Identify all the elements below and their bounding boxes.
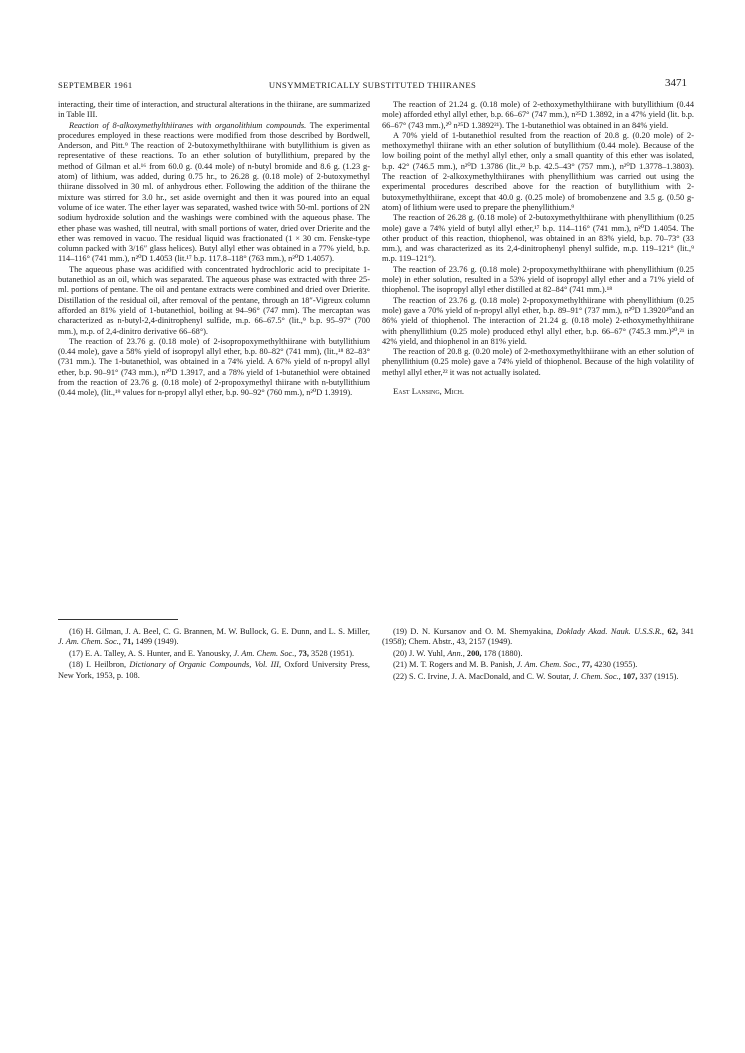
reference-item: (20) J. W. Yuhl, Ann., 200, 178 (1880). bbox=[393, 648, 523, 658]
paragraph: The reaction of 23.76 g. (0.18 mole) 2-propoxymethylthiirane with phenyllithium (0.25 mole) gave a 70% yield of n-propyl allyl ether, b.p. 89–91° (737 mm.), n²⁰D 1.3920²⁰and an 86% yield of thiophenol. The interaction of 21.24 g. (0.18 mole) 2-ethoxymethylthiirane with phenyllithium (0.25 mole) produced ethyl allyl ether, b.p. 66–67° (745.3 mm.)²⁰,²¹ in 42% yield, and thiophenol in an 81% yield. bbox=[382, 295, 694, 346]
paragraph: The aqueous phase was acidified with concentrated hydrochloric acid to precipitate 1-butanethiol as an oil, which was separated. The aqueous phase was extracted with three 25-ml. portions of pentane. The oil and pentane extracts were combined and dried over Drierite. Distillation of the residual oil, after removal of the pentane, through an 18″-Vigreux column afforded an 81% yield of 1-butanethiol, boiling at 94–96° (747 mm). The mercaptan was characterized as n-butyl-2,4-dinitrophenyl sulfide, m.p. 66–67.5° (lit.,⁹ b.p. 95–97° (700 mm.), m.p. of 2,4-dinitro derivative 66–68°). bbox=[58, 264, 370, 336]
paragraph: The reaction of 23.76 g. (0.18 mole) 2-propoxymethylthiirane with phenyllithium (0.25 mole) in ether solution, resulted in a 53% yield of isopropyl allyl ether and a 71% yield of thiophenol. The isopropyl allyl ether distilled at 82–84° (741 mm.).¹⁸ bbox=[382, 264, 694, 295]
footnote-rule-left bbox=[58, 619, 178, 620]
references-left bbox=[58, 627, 370, 682]
running-header-date: SEPTEMBER 1961 bbox=[58, 80, 133, 90]
reference-item: (17) E. A. Talley, A. S. Hunter, and E. Yanousky, J. Am. Chem. Soc., 73, 3528 (1951). bbox=[69, 648, 355, 658]
paragraph: The reaction of 23.76 g. (0.18 mole) of 2-isopropoxymethylthiirane with butyllithium (0.44 mole), gave a 58% yield of isopropyl allyl ether, b.p. 80–82° (741 mm), (lit.,¹⁸ 82–83° (731 mm.). The 1-butanethiol, was obtained in a 74% yield. A 67% yield of n-propyl allyl ether, b.p. 90–91° (743 mm.), n²⁰D 1.3917, and a 78% yield of 1-butanethiol were obtained from the reaction of 23.76 g. (0.18 mole) of 2-propoxymethyl thiirane with n-butyllithium (0.44 mole), (lit.,¹⁹ values for n-propyl allyl ether, b.p. 90–92° (760 mm.), n²⁰D 1.3919). bbox=[58, 336, 370, 398]
reference-item: (21) M. T. Rogers and M. B. Panish, J. Am. Chem. Soc., 77, 4230 (1955). bbox=[393, 660, 638, 670]
run-in-heading: Reaction of 8-alkoxymethylthiiranes with organolithium compounds. bbox=[69, 120, 307, 130]
reference-item: (22) S. C. Irvine, J. A. MacDonald, and C. W. Soutar, J. Chem. Soc., 107, 337 (1915). bbox=[393, 671, 679, 681]
right-text-column bbox=[382, 100, 694, 396]
author-location: East Lansing, Mich. bbox=[393, 386, 465, 397]
paragraph-text: The experimental procedures employed in these reactions were modified from those described by Bordwell, Anderson, and Pitt.⁹ The reaction of 2-butoxymethylthiirane with butyllithium is given as representative of these reactions. To an ether solution of butyllithium, prepared by the method of Gilman et al.¹⁶ from 60.0 g. (0.44 mole) of n-butyl bromide and 8.6 g. (1.23 g-atom) of lithium, was added, during 0.75 hr., to 26.28 g. (0.18 mole) of 2-butoxymethyl thiirane dissolved in 30 ml. of anhydrous ether. Following the addition of the thiirane the mixture was stirred for 3.0 hr., set aside overnight and then it was poured into an equal volume of ice water. The ether layer was separated, washed twice with 50-ml. portions of 2N sodium hydroxide solution and the washings were combined with the aqueous phase. The ether phase was washed, till neutral, with small portions of water, dried over Drierite and the ether was removed in vacuo. The residual liquid was fractionated (1 × 30 cm. Fenske-type column packed with 3/16″ glass helices). Butyl allyl ether was obtained in a 77% yield, b.p. 114–116° (741 mm.), n²⁰D 1.4053 (lit.¹⁷ b.p. 117.8–118° (763 mm.), n²⁰D 1.4057). bbox=[58, 120, 370, 264]
paragraph: The reaction of 21.24 g. (0.18 mole) of 2-ethoxymethylthiirane with butyllithium (0.44 mole) afforded ethyl allyl ether, b.p. 66–67° (747 mm.), n²⁵D 1.3892, in a 47% yield (lit. b.p. 66–67° (743 mm.),²⁰ n²⁵D 1.3892²¹). The 1-butanethiol was obtained in an 84% yield. bbox=[382, 100, 694, 130]
references-right bbox=[382, 627, 694, 683]
paragraph: A 70% yield of 1-butanethiol resulted from the reaction of 20.8 g. (0.20 mole) of 2-methoxymethyl thiirane with an ether solution of butyllithium (0.44 mole). Because of the low boiling point of the methyl allyl ether, only a small quantity of this ether was isolated, b.p. 42° (746.5 mm.), n²⁰D 1.3786 (lit.,²² b.p. 42.5–43° (757 mm.), n²⁰D 1.3778–1.3803). The reaction of 2-alkoxymethylthiiranes with phenyllithium was carried out using the experimental procedures described above for the reaction of butyllithium with 2-butoxymethylthiirane, except that 40.0 g. (0.25 mole) of bromobenzene and 3.5 g. (0.50 g-atom) of lithium were used to prepare the phenyllithium.⁹ bbox=[382, 130, 694, 212]
paragraph: interacting, their time of interaction, and structural alterations in the thiirane, are summarized in Table III. bbox=[58, 100, 370, 120]
left-text-column bbox=[58, 100, 370, 399]
reference-item: (16) H. Gilman, J. A. Beel, C. G. Brannen, M. W. Bullock, G. E. Dunn, and L. S. Miller, J. Am. Chem. Soc., 71, 1499 (1949). bbox=[58, 627, 370, 647]
reference-item: (18) I. Heilbron, Dictionary of Organic Compounds, Vol. III, Oxford University Press, New York, 1953, p. 108. bbox=[58, 660, 371, 680]
paragraph: The reaction of 20.8 g. (0.20 mole) of 2-methoxymethylthiirane with an ether solution of phenyllithium (0.25 mole) gave a 74% yield of thiophenol. Because of the high volatility of methyl allyl ether,²² it was not actually isolated. bbox=[382, 347, 694, 377]
reference-item: (19) D. N. Kursanov and O. M. Shemyakina, Doklady Akad. Nauk. U.S.S.R., 62, 341 (1958); Chem. Abstr., 43, 2157 (1949). bbox=[382, 627, 694, 647]
page-number: 3471 bbox=[665, 77, 687, 89]
running-header-title: UNSYMMETRICALLY SUBSTITUTED THIIRANES bbox=[268, 80, 477, 90]
paragraph-reaction-heading bbox=[58, 121, 370, 265]
paragraph: The reaction of 26.28 g. (0.18 mole) of 2-butoxymethylthiirane with phenyllithium (0.25 mole) gave a 74% yield of butyl allyl ether,¹⁷ b.p. 114–116° (741 mm.), n²⁰D 1.4054. The other product of this reaction, thiophenol, was obtained in an 83% yield, b.p. 70–73° (33 mm.), and was characterized as its 2,4-dinitrophenyl phenyl sulfide, m.p. 119–121° (lit.,⁹ m.p. 119–121°). bbox=[382, 213, 694, 264]
